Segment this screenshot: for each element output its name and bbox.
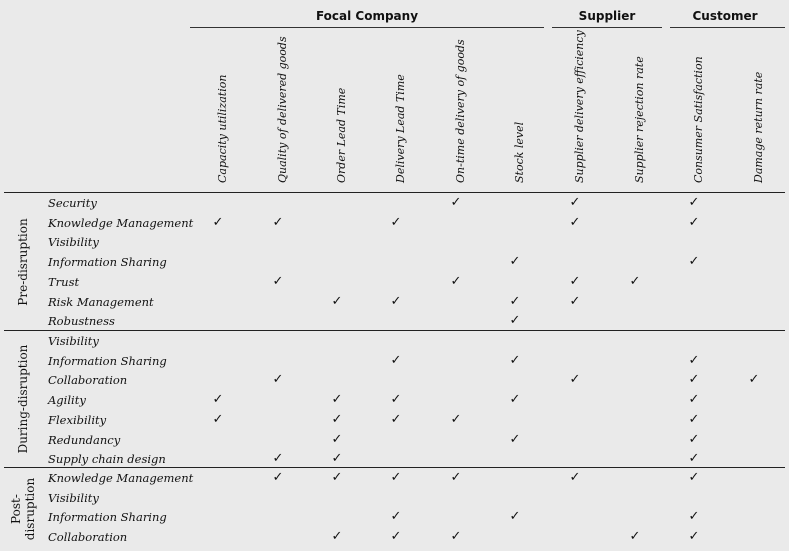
- table-row: [0, 449, 789, 469]
- table-row: [0, 488, 789, 508]
- check-mark: ✓: [450, 411, 462, 427]
- check-mark: ✓: [212, 214, 224, 230]
- check-mark: ✓: [688, 411, 700, 427]
- check-mark: ✓: [569, 195, 581, 210]
- column-header: [502, 32, 528, 190]
- column-header-label: Capacity utilization: [216, 74, 229, 183]
- check-mark: ✓: [509, 254, 521, 270]
- check-mark: ✓: [688, 372, 700, 388]
- check-mark: ✓: [272, 451, 284, 467]
- row-label: Collaboration: [48, 530, 128, 545]
- table-row: [0, 272, 789, 292]
- row-label: Information Sharing: [48, 255, 167, 270]
- check-mark: ✓: [331, 411, 343, 427]
- check-mark: ✓: [688, 214, 700, 230]
- check-mark: ✓: [390, 509, 402, 525]
- column-header-label: On-time delivery of goods: [454, 39, 467, 183]
- check-mark: ✓: [748, 372, 760, 388]
- check-mark: ✓: [272, 470, 284, 485]
- table-row: [0, 468, 789, 488]
- column-header: [324, 32, 350, 190]
- check-mark: ✓: [450, 195, 462, 210]
- check-mark: ✓: [629, 273, 641, 289]
- check-mark: ✓: [450, 470, 462, 485]
- table-row: [0, 331, 789, 351]
- group-underline: [190, 27, 544, 28]
- check-mark: ✓: [390, 214, 402, 230]
- table-row: [0, 193, 789, 213]
- table-row: [0, 292, 789, 312]
- check-mark: ✓: [509, 431, 521, 447]
- check-mark: ✓: [509, 313, 521, 329]
- check-mark: ✓: [390, 293, 402, 309]
- check-mark: ✓: [390, 529, 402, 545]
- check-mark: ✓: [509, 392, 521, 408]
- column-header-label: Delivery Lead Time: [394, 74, 407, 183]
- column-header-label: Quality of delivered goods: [276, 36, 289, 183]
- check-mark: ✓: [569, 470, 581, 485]
- check-mark: ✓: [331, 470, 343, 485]
- check-mark: ✓: [509, 293, 521, 309]
- check-mark: ✓: [390, 352, 402, 368]
- row-label: Information Sharing: [48, 510, 167, 525]
- row-label: Robustness: [48, 314, 115, 329]
- check-mark: ✓: [569, 273, 581, 289]
- check-mark: ✓: [212, 411, 224, 427]
- table-row: [0, 232, 789, 252]
- row-label: Risk Management: [48, 294, 154, 309]
- row-label: Visibility: [48, 235, 99, 250]
- row-label: Supply chain design: [48, 452, 166, 467]
- check-mark: ✓: [688, 470, 700, 485]
- check-mark: ✓: [272, 372, 284, 388]
- table-row: [0, 351, 789, 371]
- column-header: [443, 32, 469, 190]
- check-mark: ✓: [688, 254, 700, 270]
- column-header-label: Supplier rejection rate: [633, 56, 646, 183]
- check-mark: ✓: [331, 392, 343, 408]
- column-header: [622, 32, 648, 190]
- group-header-focal-company: Focal Company: [315, 9, 419, 23]
- column-header: [265, 32, 291, 190]
- check-mark: ✓: [331, 431, 343, 447]
- check-mark: ✓: [390, 411, 402, 427]
- row-label: Agility: [48, 393, 86, 408]
- table-row: [0, 430, 789, 450]
- column-header-label: Supplier delivery efficiency: [573, 30, 586, 183]
- table-row: [0, 527, 789, 547]
- check-mark: ✓: [688, 431, 700, 447]
- table-row: [0, 311, 789, 331]
- group-underline: [670, 27, 785, 28]
- column-header-label: Consumer Satisfaction: [692, 56, 705, 183]
- check-mark: ✓: [688, 509, 700, 525]
- check-mark: ✓: [688, 392, 700, 408]
- table-row: [0, 213, 789, 233]
- row-label: Knowledge Management: [48, 471, 194, 485]
- check-mark: ✓: [272, 273, 284, 289]
- check-mark: ✓: [688, 352, 700, 368]
- row-label: Flexibility: [48, 412, 107, 427]
- check-mark: ✓: [688, 451, 700, 467]
- check-mark: ✓: [509, 352, 521, 368]
- phase-label-text: Pre-disruption: [16, 217, 30, 306]
- check-mark: ✓: [331, 529, 343, 545]
- row-label: Visibility: [48, 334, 99, 348]
- check-mark: ✓: [331, 451, 343, 467]
- group-underline: [552, 27, 662, 28]
- table-row: [0, 390, 789, 410]
- table-row: [0, 410, 789, 430]
- row-label: Information Sharing: [48, 353, 167, 368]
- group-header-customer: Customer: [692, 9, 758, 23]
- check-mark: ✓: [390, 392, 402, 408]
- check-mark: ✓: [450, 273, 462, 289]
- check-mark: ✓: [569, 214, 581, 230]
- row-label: Collaboration: [48, 373, 128, 388]
- column-header: [383, 32, 409, 190]
- check-mark: ✓: [272, 214, 284, 230]
- table-row: [0, 370, 789, 390]
- group-header-supplier: Supplier: [578, 9, 636, 23]
- check-mark: ✓: [450, 529, 462, 545]
- column-header-label: Stock level: [513, 121, 526, 183]
- phase-label-text: Post- disruption: [9, 477, 37, 541]
- row-label: Redundancy: [48, 432, 121, 447]
- row-label: Trust: [48, 274, 80, 289]
- row-label: Knowledge Management: [48, 215, 194, 230]
- check-mark: ✓: [569, 372, 581, 388]
- check-mark: ✓: [331, 293, 343, 309]
- column-header: [205, 32, 231, 190]
- table-row: [0, 507, 789, 527]
- column-header-label: Damage return rate: [752, 71, 765, 183]
- column-header: [681, 32, 707, 190]
- phase-label-text: During-disruption: [16, 344, 30, 454]
- check-mark: ✓: [629, 529, 641, 545]
- column-header-label: Order Lead Time: [335, 87, 348, 183]
- table-row: [0, 252, 789, 272]
- check-mark: ✓: [509, 509, 521, 525]
- check-mark: ✓: [688, 529, 700, 545]
- row-label: Visibility: [48, 490, 99, 505]
- check-mark: ✓: [569, 293, 581, 309]
- check-mark: ✓: [390, 470, 402, 485]
- column-header: [741, 32, 767, 190]
- row-label: Security: [48, 196, 97, 210]
- check-mark: ✓: [688, 195, 700, 210]
- column-header: [562, 32, 588, 190]
- check-mark: ✓: [212, 392, 224, 408]
